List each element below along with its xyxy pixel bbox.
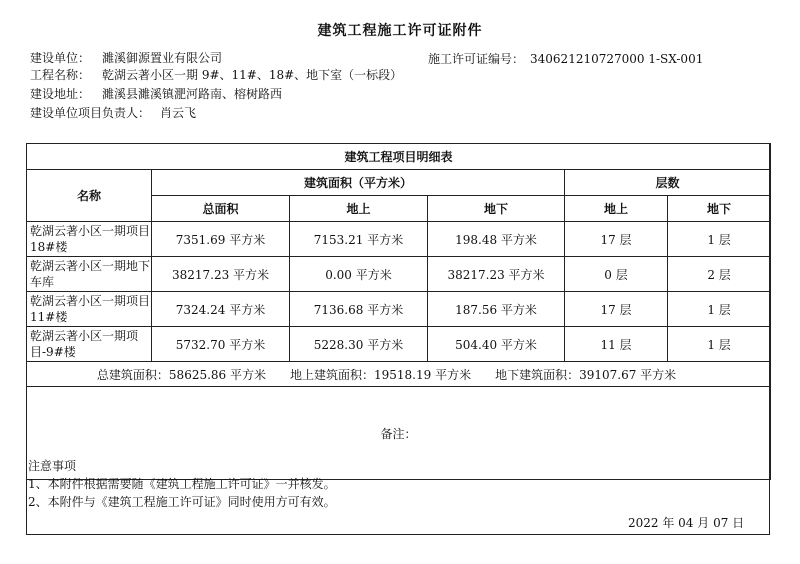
row-below-area: 504.40 平方米: [428, 327, 565, 362]
project-name: [30, 67, 402, 83]
table-caption: 建筑工程项目明细表: [27, 144, 771, 170]
summary-cell: [27, 362, 771, 387]
document-title: 建筑工程施工许可证附件: [317, 23, 483, 39]
row-floors-above: 0 层: [565, 257, 668, 292]
row-floors-below: 1 层: [668, 327, 771, 362]
project-name-label: 工程名称：: [30, 68, 91, 82]
construction-unit-label: 建设单位：: [30, 51, 91, 65]
row-total-area: 7324.24 平方米: [152, 292, 290, 327]
construction-unit: [30, 50, 222, 66]
row-above-area: 7153.21 平方米: [290, 222, 428, 257]
permit-number: [428, 50, 703, 67]
issue-date: 2022 年 04 月 07 日: [628, 516, 745, 530]
row-floors-below: 1 层: [668, 222, 771, 257]
project-leader-label: 建设单位项目负责人：: [30, 106, 151, 120]
summary-total-area: 总建筑面积：58625.86 平方米: [96, 367, 266, 382]
row-name: 乾湖云著小区一期项目-9#楼: [27, 327, 152, 362]
row-above-area: 7136.68 平方米: [290, 292, 428, 327]
table-row: [27, 222, 771, 257]
summary-above-area: 地上建筑面积：19518.19 平方米: [290, 367, 472, 382]
row-floors-below: 2 层: [668, 257, 771, 292]
row-name: 乾湖云著小区一期项目 11#楼: [27, 292, 152, 327]
row-floors-above: 11 层: [565, 327, 668, 362]
row-below-area: 187.56 平方米: [428, 292, 565, 327]
header-above-area: 地上: [290, 196, 428, 222]
row-floors-below: 1 层: [668, 292, 771, 327]
header-area-group: 建筑面积（平方米）: [152, 170, 565, 196]
summary-below-area: 地下建筑面积：39107.67 平方米: [495, 367, 677, 382]
row-above-area: 0.00 平方米: [290, 257, 428, 292]
table-row: [27, 292, 771, 327]
header-floors-group: 层数: [565, 170, 771, 196]
row-total-area: 5732.70 平方米: [152, 327, 290, 362]
project-leader: [30, 105, 196, 121]
row-floors-above: 17 层: [565, 292, 668, 327]
row-below-area: 198.48 平方米: [428, 222, 565, 257]
header-floors-above: 地上: [565, 196, 668, 222]
row-name: 乾湖云著小区一期项目 18#楼: [27, 222, 152, 257]
construction-address-label: 建设地址：: [30, 87, 91, 101]
header-name: 名称: [27, 170, 152, 222]
row-total-area: 38217.23 平方米: [152, 257, 290, 292]
permit-number-value: 340621210727000 1-SX-001: [530, 52, 704, 66]
notes-heading: 注意事项: [28, 459, 77, 473]
permit-number-label: 施工许可证编号：: [428, 52, 525, 66]
row-total-area: 7351.69 平方米: [152, 222, 290, 257]
row-floors-above: 17 层: [565, 222, 668, 257]
notes-section: [28, 457, 336, 511]
notes-item: 2、本附件与《建筑工程施工许可证》同时使用方可有效。: [28, 495, 336, 509]
remark-label: 备注：: [27, 387, 771, 480]
row-above-area: 5228.30 平方米: [290, 327, 428, 362]
construction-address-value: 濉溪县濉溪镇淝河路南、榕树路西: [102, 87, 283, 101]
table-row: [27, 257, 771, 292]
row-name: 乾湖云著小区一期地下车库: [27, 257, 152, 292]
construction-unit-value: 濉溪御源置业有限公司: [102, 51, 223, 65]
row-below-area: 38217.23 平方米: [428, 257, 565, 292]
construction-address: [30, 86, 282, 102]
notes-item: 1、本附件根据需要随《建筑工程施工许可证》一并核发。: [28, 477, 336, 491]
project-name-value: 乾湖云著小区一期 9#、11#、18#、地下室（一标段）: [102, 68, 403, 82]
summary-row: [27, 362, 771, 387]
table-row: [27, 327, 771, 362]
project-detail-table: [26, 143, 771, 480]
header-below-area: 地下: [428, 196, 565, 222]
header-floors-below: 地下: [668, 196, 771, 222]
header-total-area: 总面积: [152, 196, 290, 222]
project-leader-value: 肖云飞: [160, 106, 197, 120]
